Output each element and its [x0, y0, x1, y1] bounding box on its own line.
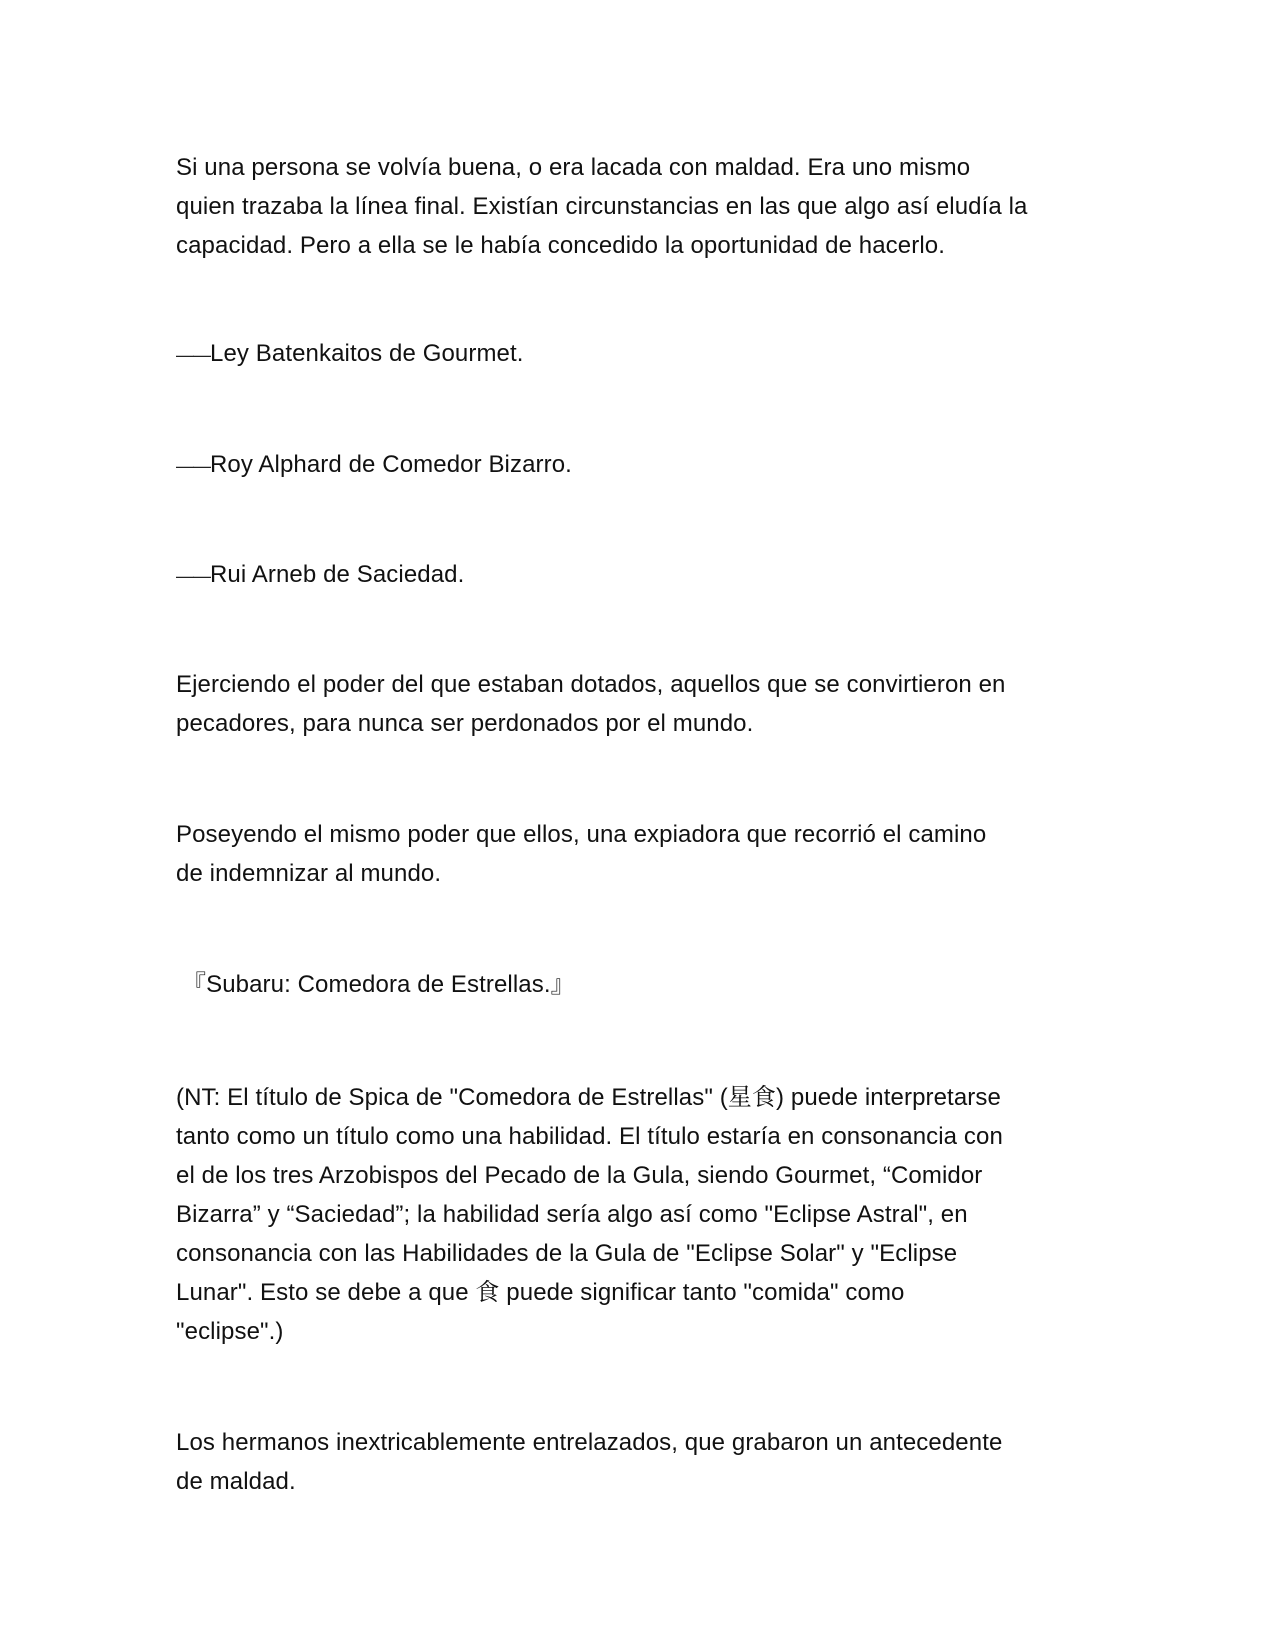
text-line: quien trazaba la línea final. Existían circunstancias en las que algo así eludía la [176, 193, 1028, 220]
text-line: Lunar". Esto se debe a que 食 puede significar tanto "comida" como [176, 1279, 905, 1306]
em-dash: —— [176, 345, 210, 365]
paragraph-title [182, 965, 1112, 1004]
text-line: pecadores, para nunca ser perdonados por el mundo. [176, 710, 754, 737]
paragraph-roy [176, 445, 1106, 486]
text-ley: Ley Batenkaitos de Gourmet. [210, 340, 524, 367]
text-line: capacidad. Pero a ella se le había concedido la oportunidad de hacerlo. [176, 232, 945, 259]
paragraph-intro [176, 148, 1106, 265]
paragraph-rui [176, 555, 1106, 596]
text-line [176, 334, 1106, 375]
paragraph-poseyendo [176, 815, 1106, 893]
text-line: Si una persona se volvía buena, o era lacada con maldad. Era uno mismo [176, 154, 971, 181]
text-line: consonancia con las Habilidades de la Gula de "Eclipse Solar" y "Eclipse [176, 1240, 958, 1267]
paragraph-ejerciendo [176, 665, 1106, 743]
paragraph-ley [176, 334, 1106, 375]
text-line: de maldad. [176, 1468, 296, 1495]
text-line: el de los tres Arzobispos del Pecado de la Gula, siendo Gourmet, “Comidor [176, 1162, 983, 1189]
em-dash: —— [176, 566, 210, 586]
em-dash: —— [176, 456, 210, 476]
text-line: Poseyendo el mismo poder que ellos, una expiadora que recorrió el camino [176, 821, 987, 848]
text-line: Ejerciendo el poder del que estaban dotados, aquellos que se convirtieron en [176, 671, 1006, 698]
text-rui: Rui Arneb de Saciedad. [210, 561, 465, 588]
text-roy: Roy Alphard de Comedor Bizarro. [210, 451, 572, 478]
text-line: (NT: El título de Spica de "Comedora de Estrellas" (星食) puede interpretarse [176, 1084, 1001, 1111]
paragraph-translator-note [176, 1078, 1106, 1351]
text-line: de indemnizar al mundo. [176, 860, 442, 887]
text-line [176, 555, 1106, 596]
text-line: Bizarra” y “Saciedad”; la habilidad sería algo así como "Eclipse Astral", en [176, 1201, 968, 1228]
title-line: 『Subaru: Comedora de Estrellas.』 [182, 971, 575, 998]
text-line [176, 445, 1106, 486]
paragraph-hermanos [176, 1423, 1106, 1501]
text-line: tanto como un título como una habilidad. El título estaría en consonancia con [176, 1123, 1003, 1150]
text-line: Los hermanos inextricablemente entrelazados, que grabaron un antecedente [176, 1429, 1003, 1456]
text-line: "eclipse".) [176, 1318, 284, 1345]
